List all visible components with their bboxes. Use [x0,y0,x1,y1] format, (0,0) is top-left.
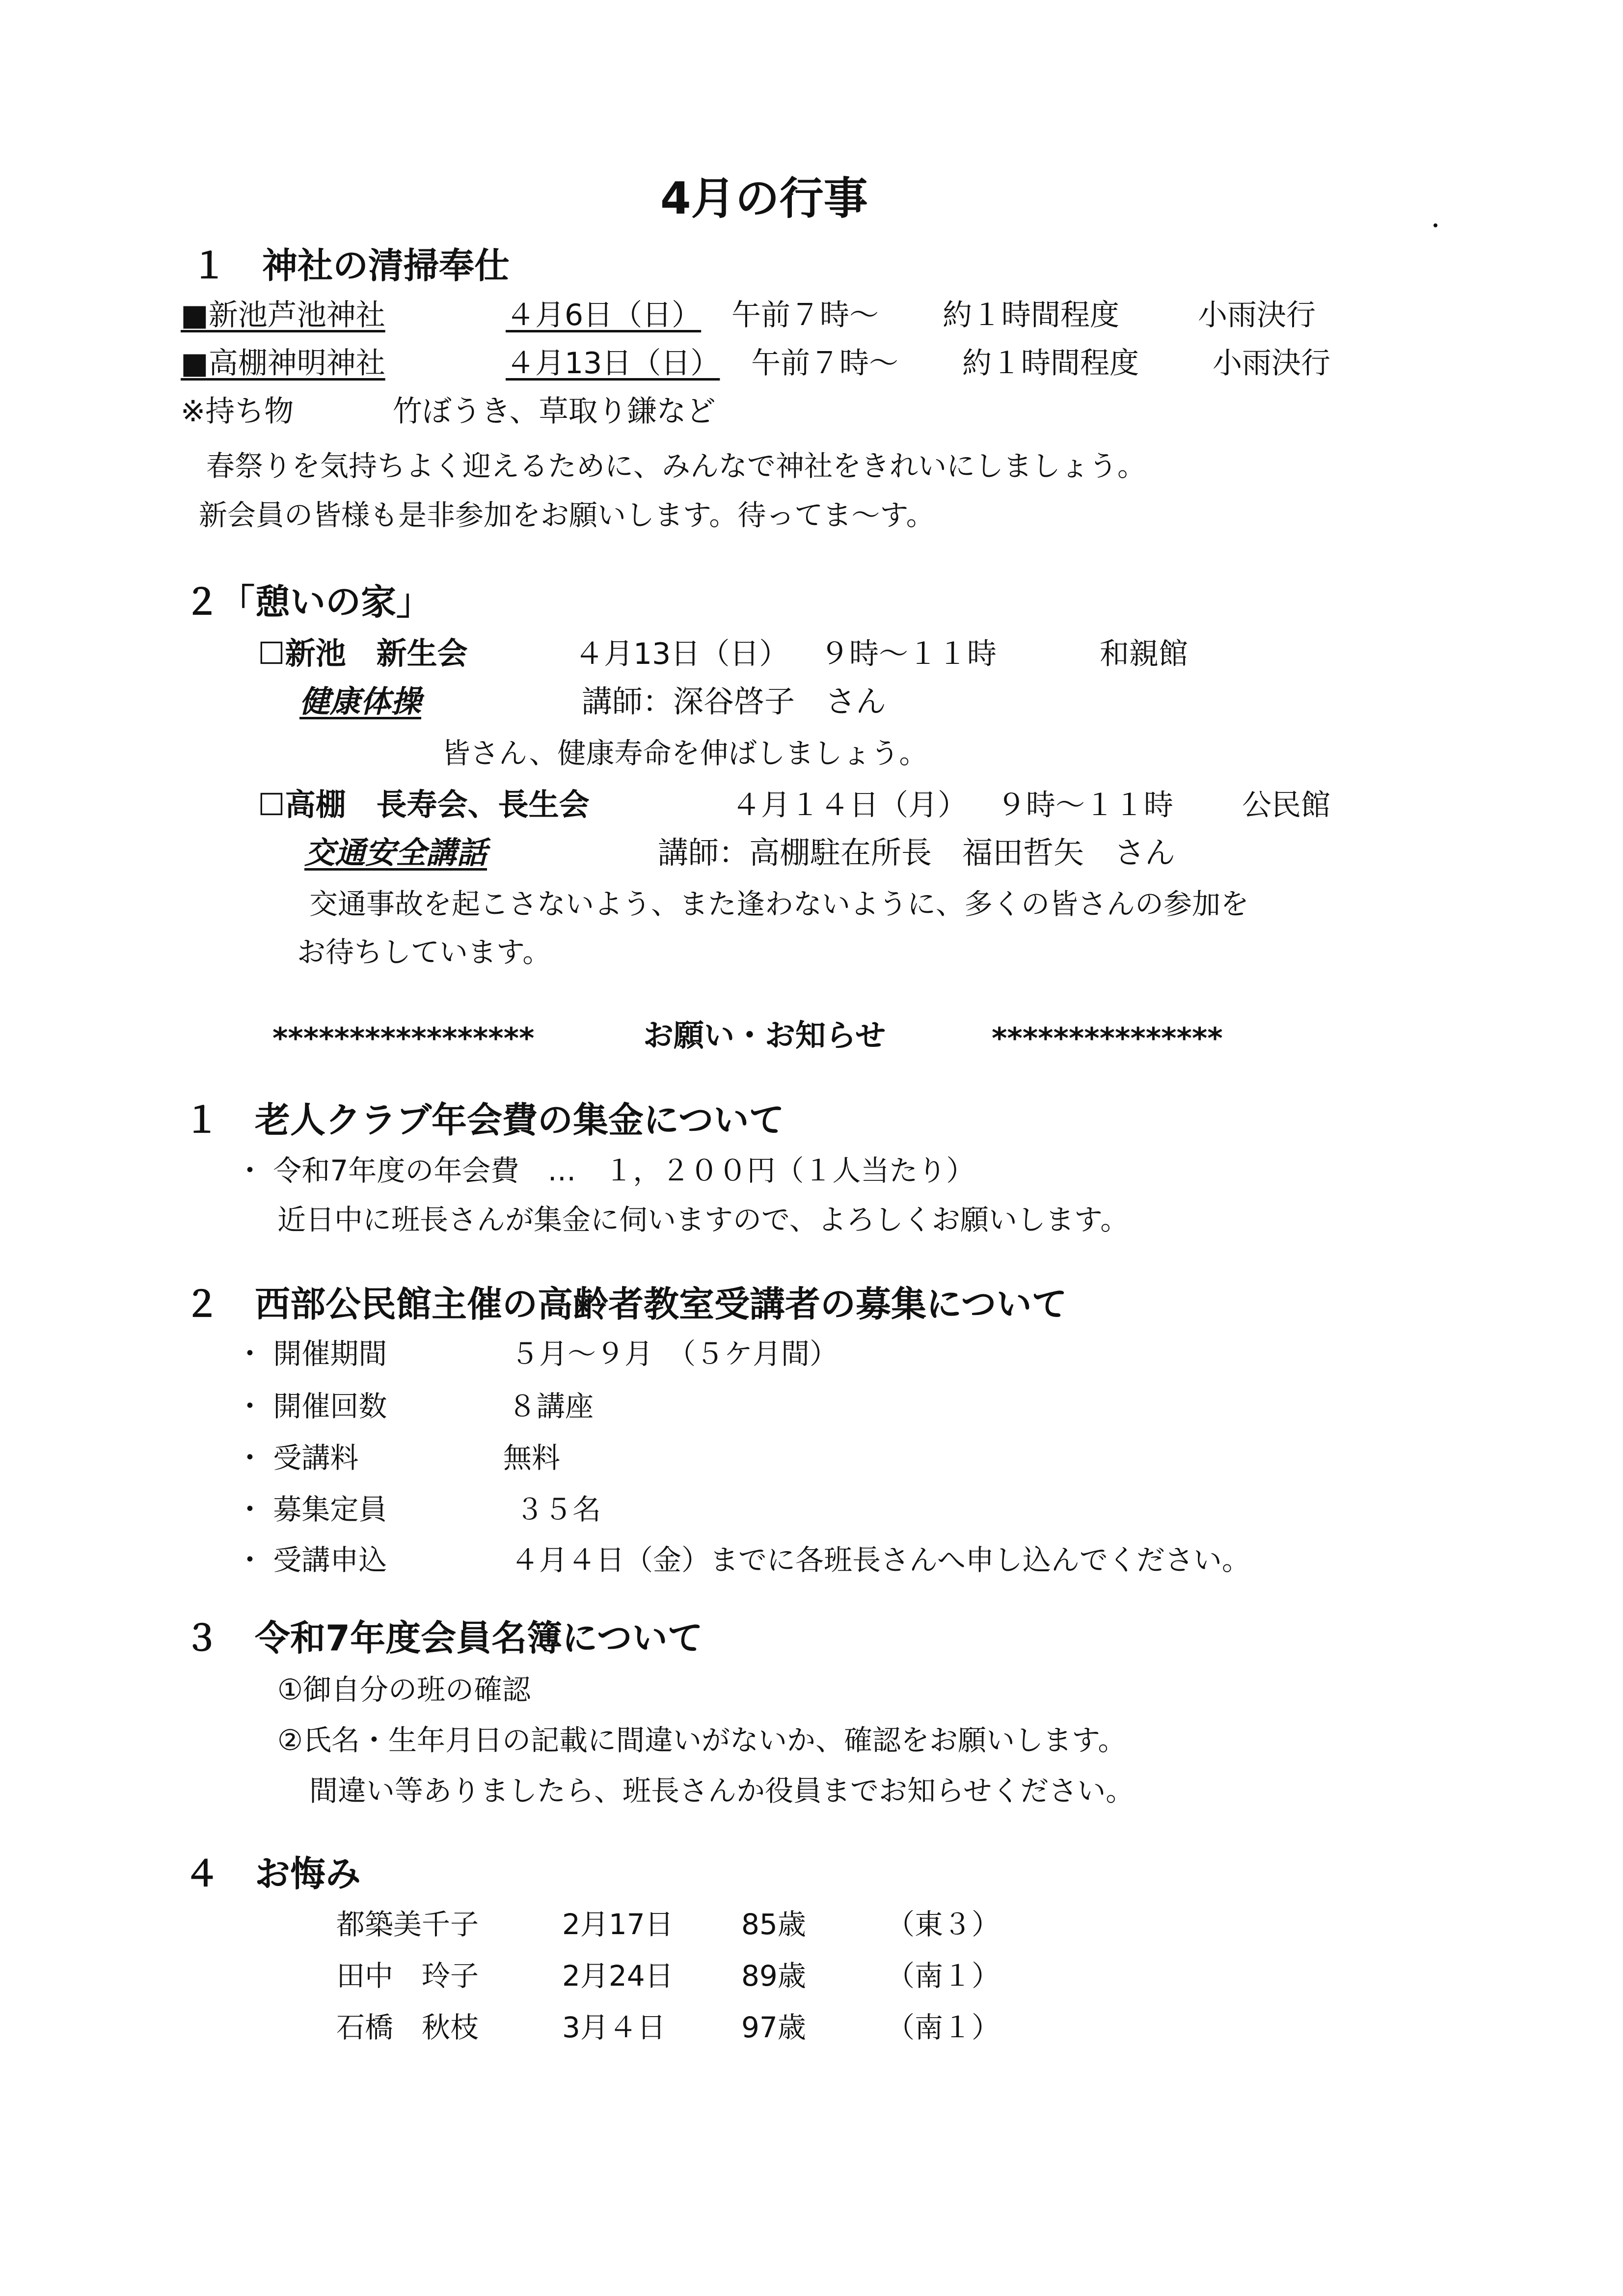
person-name: 石橋 秋枝 [336,2011,479,2044]
notice-4-heading: ４ お悔み [184,1853,361,1894]
area: （東３） [886,1908,1001,1941]
event-topic: 健康体操 [299,683,422,719]
event-place: 和親館 [1100,637,1188,671]
shrine-duration: 約１時間程度 [943,298,1119,332]
area: （南１） [886,2011,1001,2044]
notice-1-line-2: 近日中に班長さんが集金に伺いますので、よろしくお願いします。 [277,1203,1129,1236]
person-name: 田中 玲子 [336,1959,479,1993]
stars-left: ***************** [272,1021,535,1056]
person-name: 都築美千子 [336,1908,479,1941]
items-list: 竹ぼうき、草取り鎌など [393,394,716,429]
event-topic: 交通安全講話 [304,835,487,871]
event-message-1: 交通事故を起こさないよう、また逢わないように、多くの皆さんの参加を [309,887,1249,921]
shrine-duration: 約１時間程度 [962,346,1139,381]
speck [1434,223,1437,227]
event-group: ☐新池 新生会 [258,635,468,671]
list-item-value: ４月４日（金）までに各班長さんへ申し込んでください。 [511,1543,1250,1577]
list-item-label: ・ 募集定員 [236,1493,387,1526]
notice-3-line-2: ②氏名・生年月日の記載に間違いがないか、確認をお願いします。 [277,1723,1127,1757]
list-item-label: ・ 開催期間 [236,1337,387,1370]
section-2-heading: ２「憩いの家」 [184,581,432,623]
section-1-heading: １ 神社の清掃奉仕 [191,245,510,286]
event-message: 皆さん、健康寿命を伸ばしましょう。 [442,737,928,770]
section-1-message-2: 新会員の皆様も是非参加をお願いします。待ってま～す。 [199,498,935,532]
list-item-label: ・ 受講申込 [236,1543,387,1577]
event-lecturer: 講師：高棚駐在所長 福田哲矢 さん [658,835,1176,871]
death-date: 2月24日 [562,1959,674,1993]
notice-1-line-1: ・ 令和7年度の年会費 … １，２００円（１人当たり） [236,1154,975,1187]
stars-right: *************** [992,1021,1223,1056]
list-item-label: ・ 開催回数 [236,1390,387,1423]
notice-3-line-3: 間違い等ありましたら、班長さんか役員までお知らせください。 [309,1774,1135,1807]
event-time: ９時～１１時 [820,637,997,671]
event-message-2: お待ちしています。 [297,935,551,969]
event-date: ４月13日（日） [574,637,789,671]
notice-3-heading: ３ 令和7年度会員名簿について [184,1617,703,1659]
list-item-label: ・ 受講料 [236,1441,359,1475]
event-lecturer: 講師：深谷啓子 さん [582,683,887,719]
list-item-value: ８講座 [508,1390,594,1423]
event-date: ４月１４日（月） [731,788,967,822]
notices-heading: お願い・お知らせ [643,1017,886,1053]
shrine-time: 午前７時～ [751,346,898,381]
list-item-value: ５月～９月 （５ケ月間） [511,1337,839,1370]
notice-3-line-1: ①御自分の班の確認 [277,1673,531,1706]
shrine-note: 小雨決行 [1198,298,1316,332]
event-group: ☐高棚 長寿会、長生会 [258,787,590,822]
notice-1-heading: １ 老人クラブ年会費の集金について [184,1099,784,1141]
shrine-name: ■新池芦池神社 [181,298,385,332]
notice-2-heading: ２ 西部公民館主催の高齢者教室受講者の募集について [184,1284,1067,1325]
list-item-value: ３５名 [515,1493,601,1526]
list-item-value: 無料 [503,1441,561,1475]
shrine-note: 小雨決行 [1213,346,1330,381]
age: 89歳 [741,1959,806,1993]
shrine-name: ■高棚神明神社 [181,346,385,381]
event-place: 公民館 [1242,788,1330,822]
death-date: 3月４日 [562,2011,666,2044]
age: 85歳 [741,1908,806,1941]
event-time: ９時～１１時 [997,788,1173,822]
shrine-time: 午前７時～ [731,298,879,332]
area: （南１） [886,1959,1001,1993]
shrine-date: ４月6日（日） [506,298,702,332]
death-date: 2月17日 [562,1908,674,1941]
shrine-date: ４月13日（日） [506,346,720,381]
page-title: 4月の行事 [660,173,868,224]
section-1-message-1: 春祭りを気持ちよく迎えるために、みんなで神社をきれいにしましょう。 [206,449,1146,483]
items-label: ※持ち物 [181,394,294,429]
age: 97歳 [741,2011,806,2044]
